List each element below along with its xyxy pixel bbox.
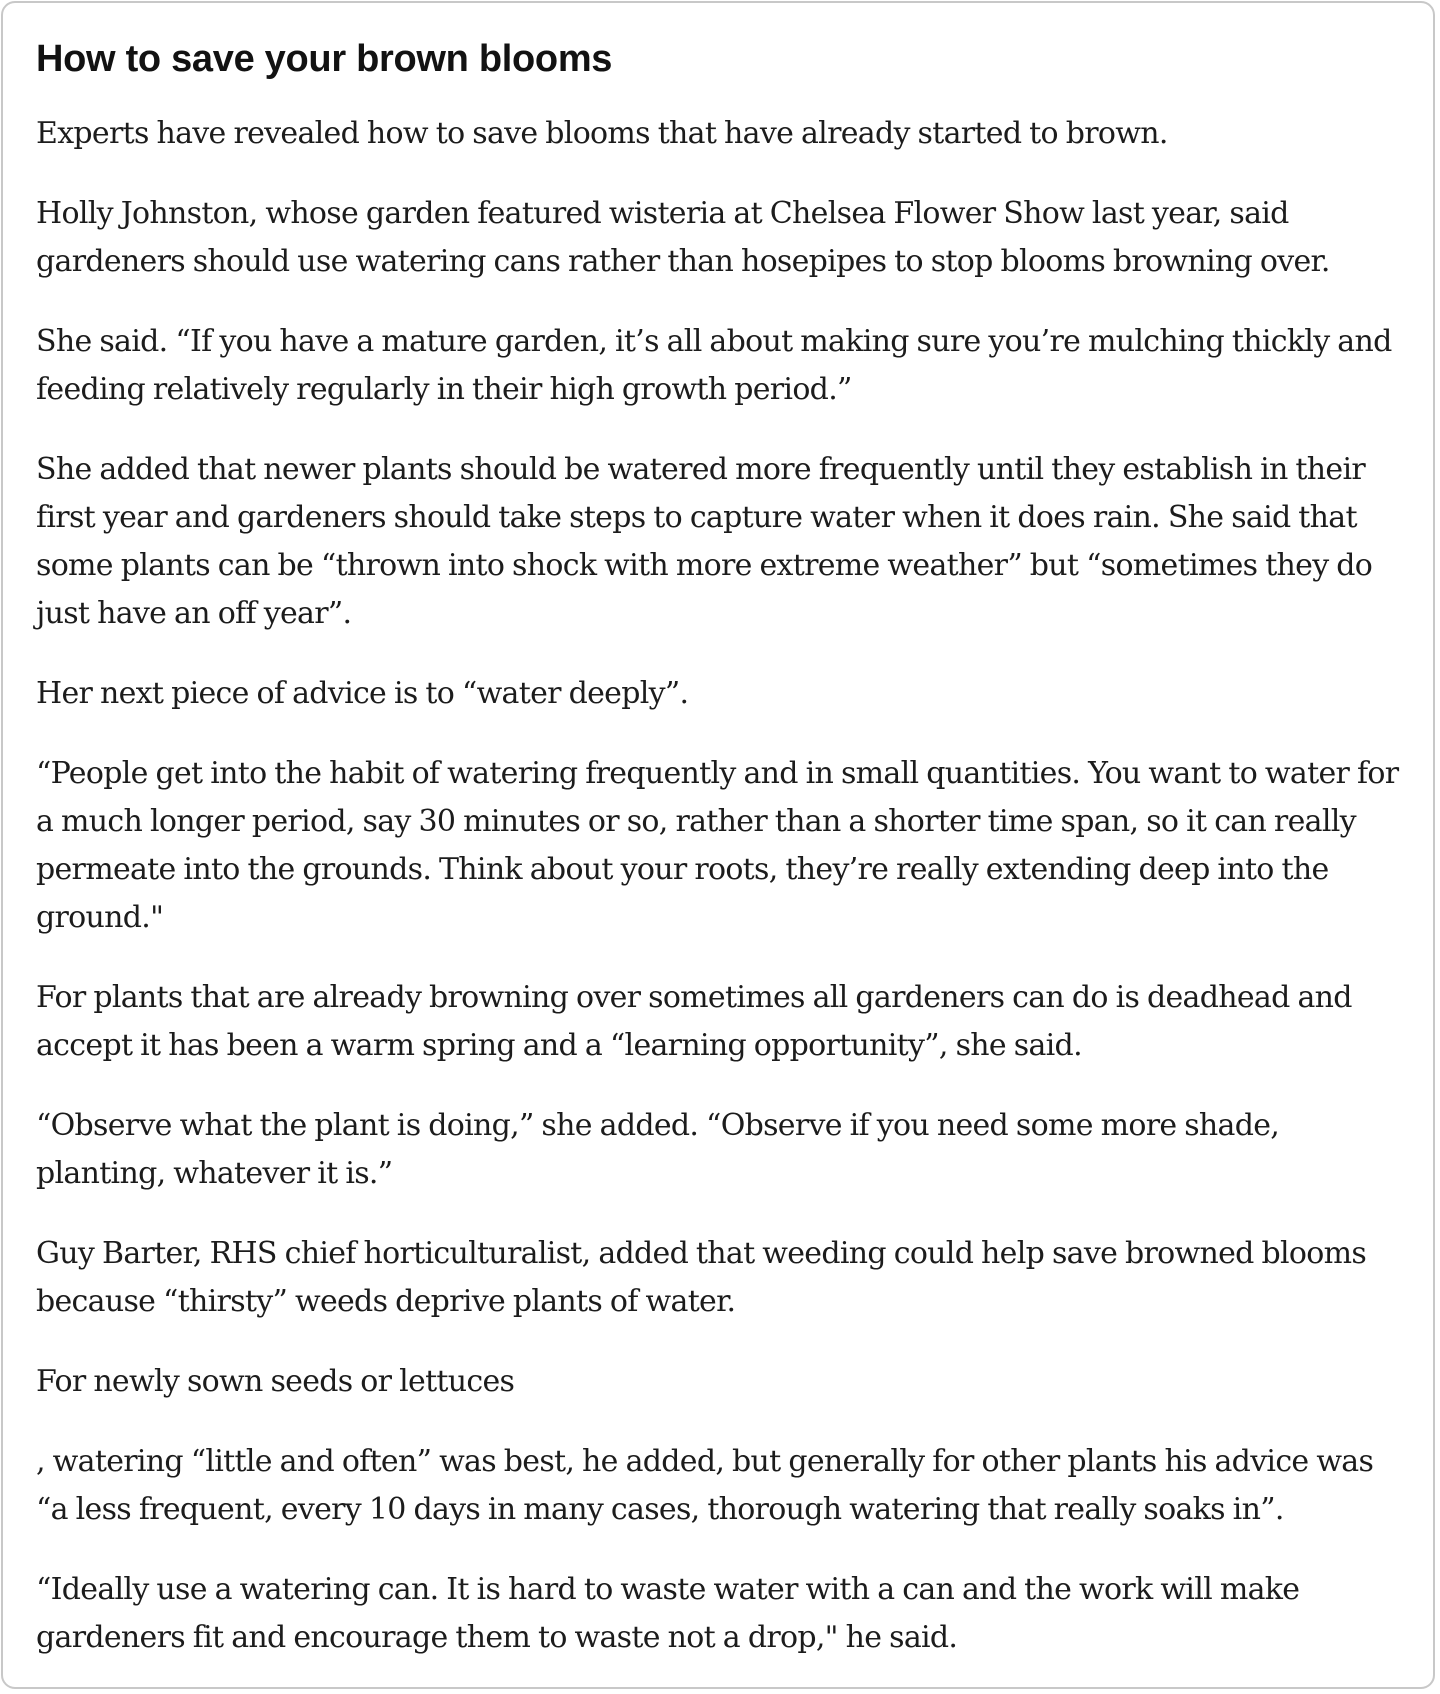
article-heading: How to save your brown blooms: [36, 38, 613, 80]
article-paragraph: “Ideally use a watering can. It is hard to waste water with a can and the work will make gardeners fit and encourage them to waste not a drop," he said.: [36, 1572, 1300, 1655]
article-paragraph: She said. “If you have a mature garden, it’s all about making sure you’re mulching thickly and feeding relatively regularly in their high growth period.”: [36, 324, 1392, 407]
article-paragraph: She added that newer plants should be watered more frequently until they establish in their first year and gardeners should take steps to capture water when it does rain. She said that some plants can be “thrown into shock with more extreme weather” but “sometimes they do just have an off year”.: [36, 452, 1373, 631]
article-card: [1, 1, 1435, 1689]
article-paragraph: Her next piece of advice is to “water deeply”.: [36, 676, 689, 711]
article-paragraph: , watering “little and often” was best, he added, but generally for other plants his advice was “a less frequent, every 10 days in many cases, thorough watering that really soaks in”.: [36, 1444, 1374, 1527]
article-paragraph: “Observe what the plant is doing,” she added. “Observe if you need some more shade, planting, whatever it is.”: [36, 1108, 1280, 1191]
article-paragraph: Guy Barter, RHS chief horticulturalist, added that weeding could help save browned blooms because “thirsty” weeds deprive plants of water.: [36, 1236, 1367, 1319]
article-paragraph: Holly Johnston, whose garden featured wisteria at Chelsea Flower Show last year, said gardeners should use watering cans rather than hosepipes to stop blooms browning over.: [36, 196, 1330, 279]
article-paragraph: “People get into the habit of watering frequently and in small quantities. You want to water for a much longer period, say 30 minutes or so, rather than a shorter time span, so it can really permeate into the grounds. Think about your roots, they’re really extending deep into the ground.": [36, 756, 1399, 935]
article-paragraph: Experts have revealed how to save blooms that have already started to brown.: [36, 116, 1168, 151]
article-paragraph: For plants that are already browning over sometimes all gardeners can do is deadhead and accept it has been a warm spring and a “learning opportunity”, she said.: [36, 980, 1352, 1063]
article-paragraph: For newly sown seeds or lettuces: [36, 1364, 515, 1399]
